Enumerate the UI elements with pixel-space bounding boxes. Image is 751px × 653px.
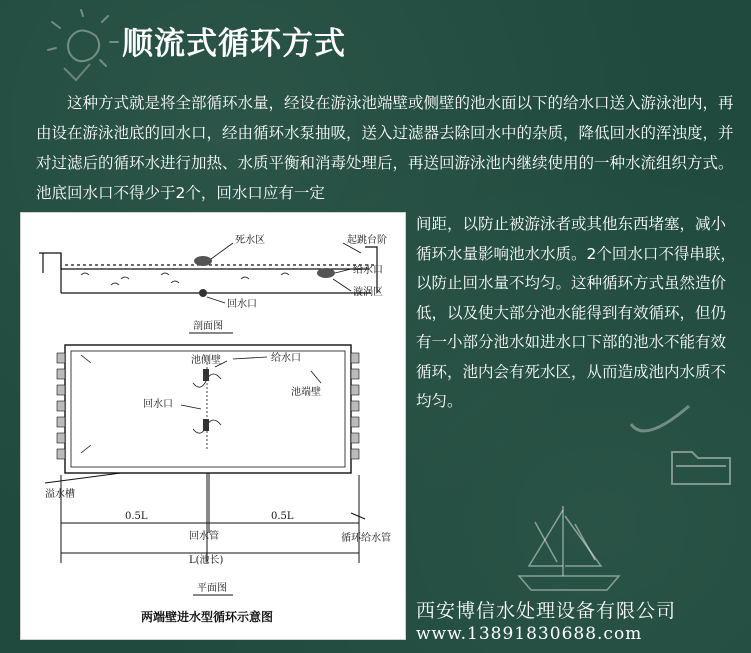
label-supply-pipe: 循环给水管 — [341, 533, 391, 544]
label-overflow-trough: 溢水槽 — [45, 489, 75, 500]
circulation-diagram — [20, 212, 406, 640]
label-plan-title: 平面图 — [197, 583, 227, 594]
label-vortex-zone: 漩涡区 — [353, 287, 383, 298]
page-title: 顺流式循环方式 — [122, 26, 346, 62]
label-section-title: 剖面图 — [193, 321, 223, 332]
label-half-left: 0.5L — [125, 511, 148, 522]
label-side-wall: 池侧壁 — [191, 355, 221, 366]
label-dead-zone: 死水区 — [235, 235, 265, 246]
sailboat-doodle-icon — [505, 500, 635, 600]
label-half-right: 0.5L — [271, 511, 294, 522]
chevron-doodle-icon — [60, 60, 110, 90]
side-paragraph: 间距，以防止被游泳者或其他东西堵塞，减小循环水量影响池水水质。2个回水口不得串联，以防止回水量不均匀。这种循环方式虽然造价低，以及使大部分池水能得到有效循环，但仍有一小部分池水如进水口下部的池水不能有效循环，池内会有死水区，从而造成池内水质不均匀。 — [416, 215, 736, 410]
company-website: www.13891830688.com — [416, 624, 643, 644]
label-return-plan: 回水口 — [143, 399, 173, 410]
label-inlet-top: 给水口 — [353, 265, 383, 276]
label-return-pipe: 回水管 — [189, 531, 219, 542]
sun-doodle-icon — [40, 8, 130, 88]
folder-doodle-icon — [666, 442, 738, 490]
label-start-platform: 起跳台阶 — [347, 235, 387, 246]
label-pool-length: L(池长) — [189, 555, 224, 566]
intro-paragraph: 这种方式就是将全部循环水量，经设在游泳池端壁或侧壁的池水面以下的给水口送入游泳池内，再由设在游泳池底的回水口，经由循环水泵抽吸，送入过滤器去除回水中的杂质，降低回水的浑浊度，并对过滤后的循环水进行加热、水质平衡和消毒处理后，再送回游泳池内继续使用的一种水流组织方式。池底回水口不得少于2个，回水口应有一定 — [36, 94, 734, 202]
company-name: 西安博信水处理设备有限公司 — [416, 600, 677, 622]
label-return-top: 回水口 — [227, 299, 257, 310]
diagram-caption: 两端壁进水型循环示意图 — [141, 610, 274, 624]
label-end-wall: 池端壁 — [291, 387, 321, 398]
label-inlet-plan: 给水口 — [271, 353, 301, 364]
